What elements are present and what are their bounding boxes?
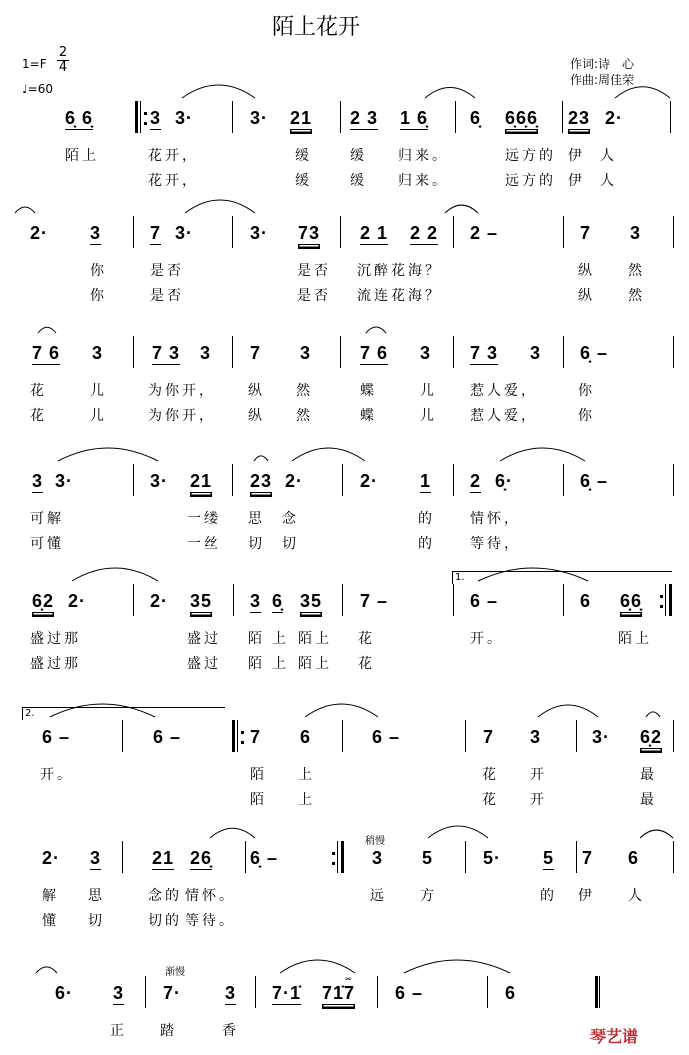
note-group: 3 [225,983,237,1003]
note-group: 3· [250,108,269,128]
note-group: 3 [630,223,642,243]
slur [254,456,268,461]
note-group: 3· [55,471,74,491]
watermark-logo: 琴艺谱 [590,1027,639,1046]
first-ending-label: 1. [455,572,465,583]
slur [428,826,488,838]
lyric-verse2: 陌上 [298,656,332,672]
lyric-verse2: 伊 [568,173,585,189]
note-group: 3 [32,471,44,491]
note-group: 7· [163,983,182,1003]
tempo-marking: ♩=60 [22,82,53,96]
lyric-verse1: 盛过 [187,631,221,647]
note-group: 3 [90,848,102,868]
barline [232,720,235,752]
lyric-verse1: 解 [42,888,59,904]
note-group: 7 3 [470,343,499,363]
note-group: 7 [580,223,592,243]
note-group: 6· [55,983,74,1003]
note-group: 2 [470,471,482,491]
note-group: 6̣ [272,591,284,611]
barline [232,101,233,133]
lyric-verse1: 为你开， [148,383,216,399]
barline [232,464,233,496]
barline [563,336,564,368]
lyric-verse2: 缓 [350,173,367,189]
repeat-dot [332,852,335,855]
barline [673,336,674,368]
lyric-verse1: 花开， [148,148,199,164]
note-group: 73 [298,223,321,243]
lyric-verse1: 陌 [248,631,265,647]
lyric-verse1: 陌上 [298,631,332,647]
song-title: 陌上花开 [272,15,361,40]
lyric-verse1: 是否 [297,263,331,279]
barline [453,464,454,496]
barline [255,976,256,1008]
note-group: 2 – [470,223,499,243]
lyric-verse1: 你 [90,263,107,279]
barline [133,216,134,248]
barline [673,216,674,248]
lyric-verse1: 上 [272,631,289,647]
barline [133,336,134,368]
barline [122,720,123,752]
note-group: 2· [605,108,624,128]
lyric-verse1: 香 [222,1023,239,1039]
key-signature: 1=F [22,57,47,71]
slur [445,205,478,213]
barline [340,216,341,248]
note-group: 6 – [395,983,424,1003]
note-group: 35 [300,591,323,611]
barline [562,101,563,133]
lyric-verse1: 是否 [150,263,184,279]
lyric-verse2: 你 [578,408,595,424]
note-group: 1 [420,471,432,491]
lyric-verse1: 沉醉花海？ [357,263,442,279]
slur [404,960,510,973]
lyric-verse2: 一丝 [187,536,221,552]
lyric-verse1: 开。 [470,631,504,647]
barline [599,976,600,1008]
lyric-verse1: 花 [30,383,47,399]
barline [455,101,456,133]
note-group: 21 [290,108,313,128]
note-group: 35 [190,591,213,611]
slur [58,448,158,461]
lyric-verse1: 开。 [40,767,74,783]
barline [453,584,454,616]
note-group: 6 [505,983,517,1003]
note-group: 7 [250,727,262,747]
note-group: 2· [360,471,379,491]
note-group: 6̣ – [580,471,609,491]
note-group: 7·1̇ [272,983,302,1003]
barline [340,101,341,133]
note-group: 6̣ – [580,343,609,363]
note-group: 2· [42,848,61,868]
lyric-verse2: 切 [282,536,299,552]
lyric-verse1: 你 [578,383,595,399]
note-group: 6̣ – [250,848,279,868]
lyric-verse2: 儿 [420,408,437,424]
barline [340,336,341,368]
lyric-verse2: 远方的 [505,173,556,189]
note-group: 71̇7 [322,983,356,1003]
lyric-verse1: 正 [110,1023,127,1039]
barline [563,464,564,496]
barline [232,336,233,368]
composer-credit: 作曲:周佳荣 [570,73,635,87]
barline [453,336,454,368]
lyric-verse1: 纵 [578,263,595,279]
lyric-verse1: 念 [282,511,299,527]
lyric-verse2: 你 [90,288,107,304]
lyric-verse2: 陌 [248,656,265,672]
lyric-verse2: 蝶 [360,408,377,424]
lyric-verse1: 情怀。 [185,888,236,904]
barline [337,841,338,873]
barline [453,216,454,248]
time-signature [57,46,69,75]
second-ending-label: 2. [25,708,35,719]
note-group: 7 6 [360,343,389,363]
lyric-verse1: 人 [628,888,645,904]
slur [210,828,255,838]
lyric-verse2: 盛过 [187,656,221,672]
note-group: 2 2 [410,223,439,243]
note-group: 6 – [470,591,499,611]
lyric-verse1: 远方的 [505,148,556,164]
barline [465,841,466,873]
barline [576,841,577,873]
note-group: 2· [68,591,87,611]
lyric-verse1: 伊 [568,148,585,164]
lyric-verse1: 可解 [30,511,64,527]
lyric-verse2: 开 [530,792,547,808]
barline [595,976,598,1008]
note-group: 3 [150,108,162,128]
lyric-verse2: 上 [272,656,289,672]
note-group: 2 3 [350,108,379,128]
note-group: 6 [628,848,640,868]
lyric-verse1: 开 [530,767,547,783]
note-group: 23 [568,108,591,128]
note-group: 3 [90,223,102,243]
note-group: 2 1 [360,223,389,243]
lyric-verse2: 切 [88,913,105,929]
note-group: 2· [30,223,49,243]
lyric-verse2: 可懂 [30,536,64,552]
lyric-verse1: 盛过那 [30,631,81,647]
lyric-verse1: 踏 [160,1023,177,1039]
note-group: 2· [285,471,304,491]
lyric-verse1: 花 [482,767,499,783]
lyric-verse2: 切的 [148,913,182,929]
lyricist-credit: 作词:诗 心 [570,57,635,71]
barline [245,841,246,873]
lyric-verse2: 上 [298,792,315,808]
barline [145,976,146,1008]
repeat-dot [241,741,244,744]
lyric-verse1: 的 [418,511,435,527]
barline [673,720,674,752]
note-group: 6 [580,591,592,611]
repeat-dot [144,112,147,115]
lyric-verse1: 伊 [578,888,595,904]
lyric-verse1: 情怀， [470,511,521,527]
lyric-verse1: 缓 [350,148,367,164]
note-group: 3 [200,343,212,363]
lyric-verse2: 是否 [150,288,184,304]
note-group: 6 – [42,727,71,747]
lyric-verse2: 然 [296,408,313,424]
slur [38,327,56,333]
slur [646,712,660,717]
barline [465,720,466,752]
note-group: 21 [152,848,175,868]
lyric-verse2: 人 [600,173,617,189]
note-group: 7 – [360,591,389,611]
note-group: 3 [300,343,312,363]
note-group: 6 – [372,727,401,747]
lyric-verse2: 花 [358,656,375,672]
note-group: 1 6̣ [400,108,429,128]
lyric-verse1: 的 [540,888,557,904]
repeat-dot [241,731,244,734]
slur [72,568,158,581]
note-group: 7 [483,727,495,747]
lyric-verse2: 纵 [578,288,595,304]
barline [670,101,671,133]
note-group: 7 [250,343,262,363]
note-group: 5 [422,848,434,868]
lyric-verse1: 缓 [295,148,312,164]
lyric-verse1: 然 [628,263,645,279]
lyric-verse2: 然 [628,288,645,304]
note-group: 7 [150,223,162,243]
lyric-verse1: 方 [420,888,437,904]
slur [15,207,35,213]
mordent-mark: 𝆗 [345,970,352,984]
barline [342,720,343,752]
lyric-verse1: 念的 [148,888,182,904]
note-group: 3 [420,343,432,363]
slur [182,85,255,98]
lyric-verse2: 花开， [148,173,199,189]
barline [122,841,123,873]
note-group: 3· [250,223,269,243]
lyric-verse2: 等待。 [185,913,236,929]
barline [140,101,141,133]
lyric-verse1: 思 [248,511,265,527]
note-group: 3 [250,591,262,611]
lyric-verse1: 然 [296,383,313,399]
note-group: 6 – [153,727,182,747]
slur [292,448,365,461]
lyric-verse2: 缓 [295,173,312,189]
note-group: 6 [300,727,312,747]
time-signature-bottom: 4 [58,60,68,75]
barline [133,584,134,616]
note-group: 5 [543,848,555,868]
lyric-verse2: 是否 [297,288,331,304]
slur [425,88,475,99]
slur [36,967,57,973]
note-group: 2· [150,591,169,611]
note-group: 7 3 [152,343,181,363]
lyric-verse1: 陌上 [65,148,99,164]
slur [185,200,255,213]
lyric-verse2: 最 [640,792,657,808]
lyric-verse1: 儿 [420,383,437,399]
lyric-verse1: 上 [298,767,315,783]
repeat-dot [660,595,663,598]
note-group: 7 6 [32,343,61,363]
slur [538,705,598,717]
note-group: 3 [113,983,125,1003]
note-group: 3 [372,848,384,868]
repeat-dot [660,605,663,608]
barline [665,584,666,616]
lyric-verse2: 懂 [42,913,59,929]
note-group: 6̣· [495,471,514,491]
barline [377,976,378,1008]
lyric-verse2: 盛过那 [30,656,81,672]
lyric-verse2: 等待， [470,536,521,552]
note-group: 3· [175,108,194,128]
barline [135,101,138,133]
note-group: 3· [175,223,194,243]
barline [576,720,577,752]
lyric-verse2: 归来。 [398,173,449,189]
lyric-verse2: 陌 [250,792,267,808]
barline [487,976,488,1008]
barline [669,584,672,616]
second-ending-bracket [22,707,225,720]
lyric-verse2: 流连花海？ [357,288,442,304]
lyric-verse1: 花 [358,631,375,647]
note-group: 5· [483,848,502,868]
tempo-gradually-slower: 渐慢 [165,967,185,978]
lyric-verse1: 最 [640,767,657,783]
lyric-verse1: 陌上 [618,631,652,647]
slur [366,327,386,333]
lyric-verse1: 惹人爱， [470,383,538,399]
repeat-dot [332,862,335,865]
note-group: 6̣6̣ [620,591,643,611]
lyric-verse1: 陌 [250,767,267,783]
lyric-verse2: 的 [418,536,435,552]
barline [563,216,564,248]
note-group: 3 [530,727,542,747]
lyric-verse1: 人 [600,148,617,164]
lyric-verse1: 一缕 [187,511,221,527]
note-group: 3· [150,471,169,491]
note-group: 21 [190,471,213,491]
barline [673,464,674,496]
lyric-verse1: 远 [370,888,387,904]
slur [280,960,355,973]
lyric-verse1: 思 [88,888,105,904]
lyric-verse2: 惹人爱， [470,408,538,424]
slur [305,704,378,717]
lyric-verse1: 蝶 [360,383,377,399]
lyric-verse2: 花 [30,408,47,424]
lyric-verse1: 归来。 [398,148,449,164]
note-group: 23 [250,471,273,491]
barline [237,720,238,752]
barline [342,584,343,616]
repeat-dot [144,122,147,125]
slur [640,830,673,838]
lyric-verse2: 切 [248,536,265,552]
lyric-verse1: 儿 [90,383,107,399]
lyric-verse2: 为你开， [148,408,216,424]
time-signature-top: 2 [58,45,68,60]
barline [133,464,134,496]
slur [500,448,585,461]
note-group: 6̣2 [640,727,663,747]
lyric-verse2: 儿 [90,408,107,424]
lyric-verse2: 纵 [248,408,265,424]
barline [233,584,234,616]
note-group: 26̣ [190,848,213,868]
barline [673,841,674,873]
note-group: 3 [530,343,542,363]
slur [615,87,670,98]
note-group: 6̣6̣6̣ [505,108,539,128]
lyric-verse1: 纵 [248,383,265,399]
barline [232,216,233,248]
barline [341,841,344,873]
note-group: 6̣ [470,108,482,128]
note-group: 6̣ 6̣ [65,108,94,128]
lyric-verse2: 花 [482,792,499,808]
barline [563,584,564,616]
note-group: 6̣2 [32,591,55,611]
barline [342,464,343,496]
note-group: 3 [92,343,104,363]
tempo-slightly-slower: 稍慢 [365,836,385,847]
first-ending-bracket [452,571,672,584]
note-group: 7 [582,848,594,868]
note-group: 3· [592,727,611,747]
